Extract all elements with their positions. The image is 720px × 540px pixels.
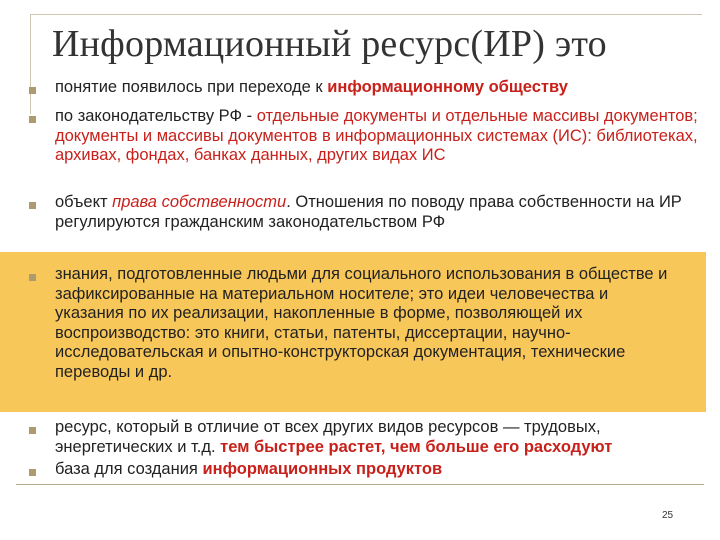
- slide-title: Информационный ресурс(ИР) это: [52, 23, 607, 65]
- list-item: [55, 460, 705, 480]
- item-text: объект: [55, 193, 113, 211]
- bullet-square: [29, 116, 36, 123]
- item-emphasis: информационных продуктов: [202, 460, 443, 478]
- list-item: [55, 107, 705, 166]
- list-item: [55, 418, 705, 457]
- bullet-square: [29, 427, 36, 434]
- bullet-square: [29, 274, 36, 281]
- bullet-square: [29, 469, 36, 476]
- item-text: база для создания: [55, 460, 203, 478]
- item-text: ресурс, который в отличие от всех других видов ресурсов — трудовых, энергетических и т.д.: [55, 418, 601, 456]
- title-frame-top-line: [30, 14, 702, 15]
- item-emphasis: тем быстрее растет, чем больше его расходуют: [220, 437, 613, 456]
- item-text: . Отношения по поводу права собственности на ИР регулируются гражданским законодательством РФ: [55, 193, 682, 231]
- item-text: по законодательству РФ -: [55, 107, 257, 125]
- item-emphasis: отдельные документы и отдельные массивы документов; документы и массивы документов в информационных системах (ИС): библиотеках, архивах, фондах, банках данных, других видах ИС: [55, 107, 698, 164]
- list-item: [55, 78, 705, 98]
- item-text: знания, подготовленные людьми для социального использования в обществе и зафиксированные на материальном носителе; это идеи человечества и указания по их реализации, накопленные в форме, позволяющей их воспроизводство: это книги, статьи, патенты, диссертации, научно-исследовательская и опытно-конструкторская документация, технические переводы и др.: [55, 265, 668, 381]
- bullet-square: [29, 87, 36, 94]
- page-number: 25: [662, 510, 674, 521]
- item-emphasis: права собственности: [112, 193, 287, 211]
- bottom-divider: [16, 484, 704, 485]
- list-item: [55, 265, 675, 382]
- title-frame-left-line: [30, 14, 31, 114]
- bullet-square: [29, 202, 36, 209]
- item-text: понятие появилось при переходе к: [55, 78, 328, 96]
- list-item: [55, 193, 705, 232]
- item-emphasis: информационному обществу: [327, 78, 568, 96]
